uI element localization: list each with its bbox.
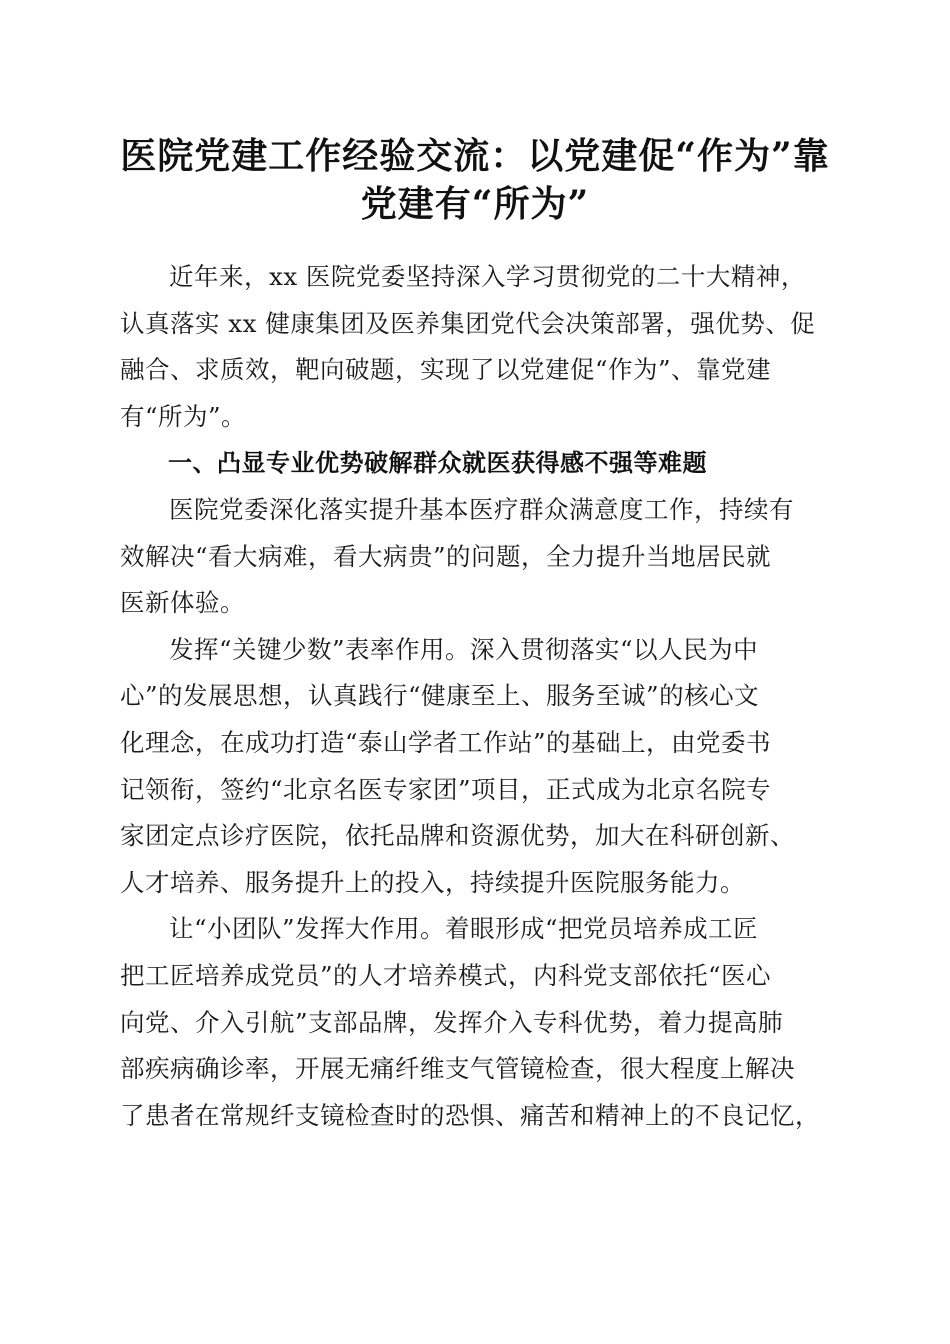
paragraph-line: 有“所为”。 [120, 401, 247, 431]
paragraph-line: 融合、求质效，靶向破题，实现了以党建促“作为”、靠党建 [120, 355, 772, 385]
paragraph-line: 心”的发展思想，认真践行“健康至上、服务至诚”的核心文 [120, 681, 760, 711]
title-line-1: 医院党建工作经验交流：以党建促“作为”靠 [120, 135, 830, 177]
paragraph-line: 让“小团队”发挥大作用。着眼形成“把党员培养成工匠 [169, 914, 759, 944]
paragraph-line: 人才培养、服务提升上的投入，持续提升医院服务能力。 [120, 867, 745, 897]
paragraph-line: 效解决“看大病难，看大病贵”的问题，全力提升当地居民就 [120, 541, 772, 571]
section-paragraph [120, 487, 836, 627]
paragraph-line: 医院党委深化落实提升基本医疗群众满意度工作，持续有 [169, 494, 794, 524]
document-body [120, 254, 836, 1139]
paragraph-line: 近年来，xx 医院党委坚持深入学习贯彻党的二十大精神， [169, 262, 806, 291]
section-paragraph [120, 627, 836, 907]
section-paragraph [120, 906, 836, 1139]
title-line-2: 党建有“所为” [360, 183, 590, 225]
paragraph-line: 部疾病确诊率，开展无痛纤维支气管镜检查，很大程度上解决 [120, 1054, 795, 1084]
paragraph-line: 记领衔，签约“北京名医专家团”项目，正式成为北京名院专 [120, 774, 772, 804]
paragraph-line: 把工匠培养成党员”的人才培养模式，内科党支部依托“医心 [120, 960, 772, 990]
section-heading: 一、凸显专业优势破解群众就医获得感不强等难题 [168, 449, 707, 478]
paragraph-line: 认真落实 xx 健康集团及医养集团党代会决策部署，强优势、促 [120, 308, 816, 338]
paragraph-line: 化理念，在成功打造“泰山学者工作站”的基础上，由党委书 [120, 727, 772, 757]
paragraph-line: 了患者在常规纤支镜检查时的恐惧、痛苦和精神上的不良记忆， [120, 1100, 820, 1130]
paragraph-line: 家团定点诊疗医院，依托品牌和资源优势，加大在科研创新、 [120, 821, 795, 851]
paragraph-line: 医新体验。 [120, 588, 245, 618]
paragraph-line: 发挥“关键少数”表率作用。深入贯彻落实“以人民为中 [169, 634, 759, 664]
paragraph-line: 向党、介入引航”支部品牌，发挥介入专科优势，着力提高肺 [120, 1007, 784, 1037]
intro-paragraph [120, 254, 836, 440]
document-title [100, 132, 850, 228]
